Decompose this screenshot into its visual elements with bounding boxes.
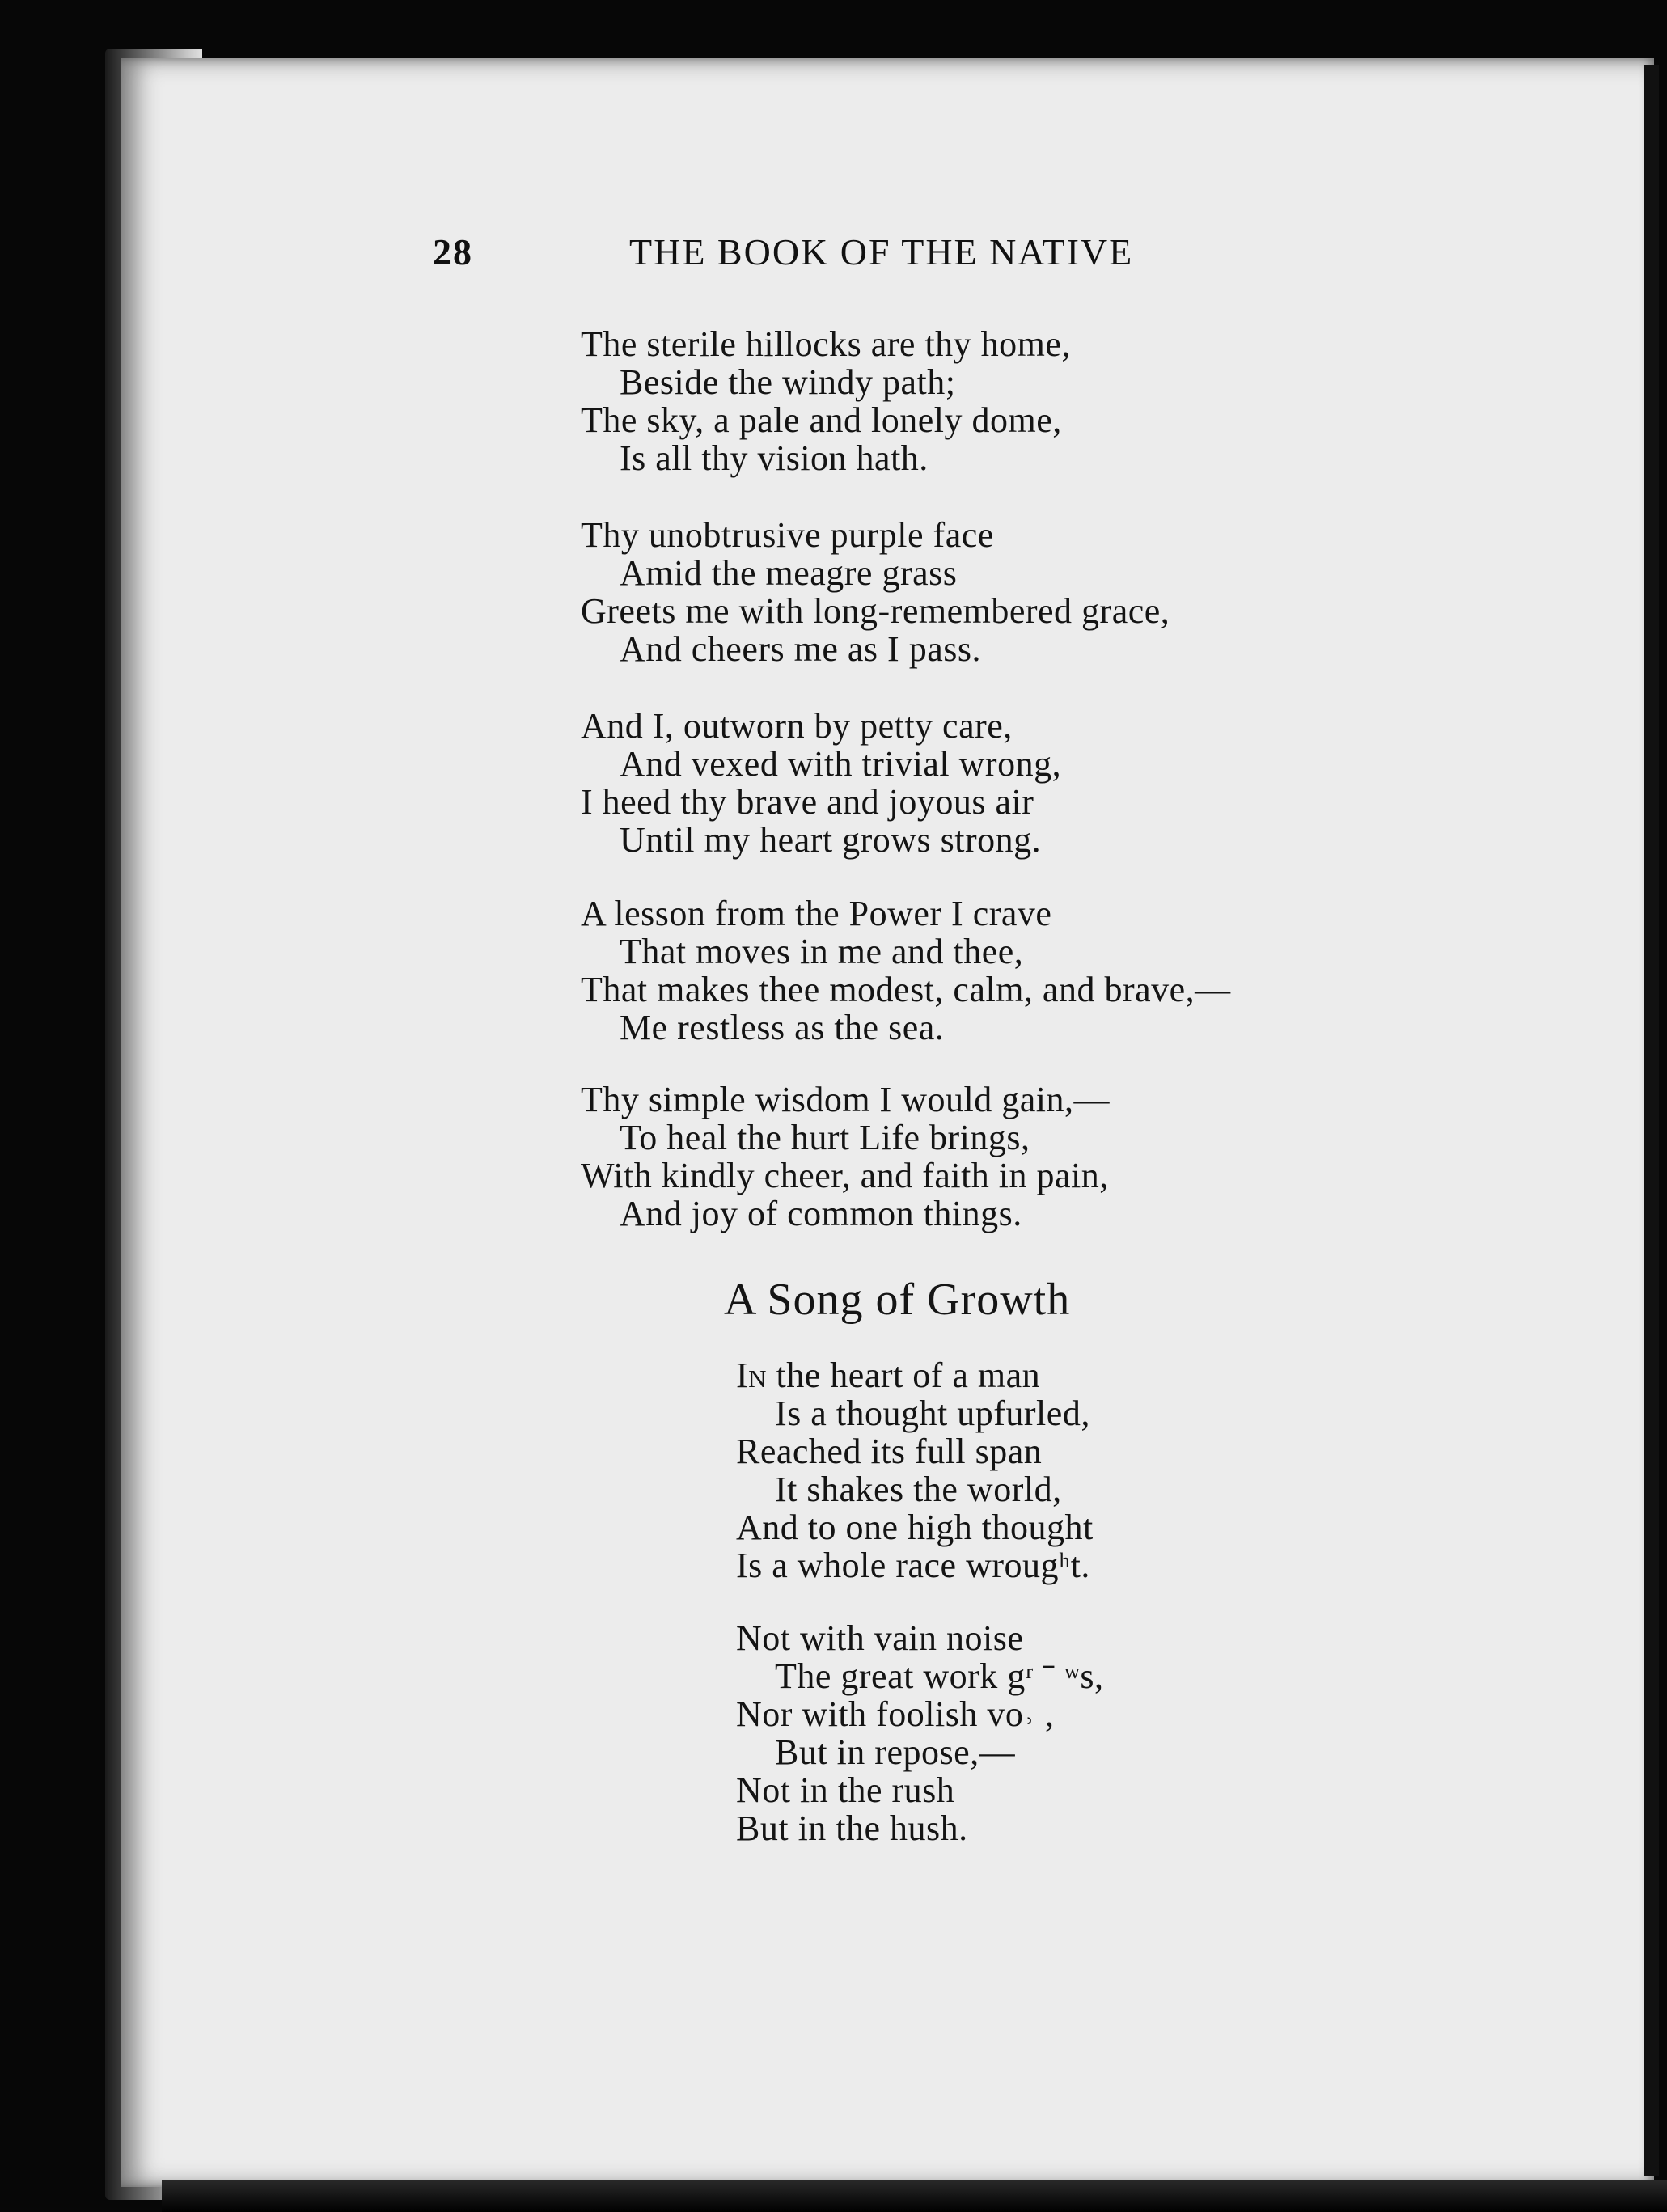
- poem-line: Beside the windy path;: [620, 362, 956, 402]
- poem-line: And I, outworn by petty care,: [581, 706, 1013, 746]
- poem-line: But in repose,—: [775, 1732, 1016, 1772]
- poem-line: Not with vain noise: [736, 1618, 1024, 1658]
- poem-line: Is a thought upfurled,: [775, 1394, 1090, 1433]
- poem-line: Is a whole race wrougʰt.: [736, 1546, 1090, 1585]
- poem-line: The sterile hillocks are thy home,: [581, 324, 1071, 364]
- page-bottom-edge: [162, 2180, 1667, 2212]
- poem-line: Me restless as the sea.: [620, 1008, 945, 1047]
- poem-line: Amid the meagre grass: [620, 553, 958, 593]
- poem-line: The sky, a pale and lonely dome,: [581, 400, 1062, 440]
- poem-line: Not in the rush: [736, 1770, 955, 1810]
- poem-line: Reached its full span: [736, 1432, 1043, 1471]
- poem-line: That moves in me and thee,: [620, 932, 1024, 971]
- poem-line: The great work gʳ ˉ ʷs,: [775, 1656, 1104, 1696]
- poem-line: Is all thy vision hath.: [620, 438, 929, 478]
- poem-line: And joy of common things.: [620, 1194, 1022, 1233]
- page-header: [0, 231, 1667, 279]
- poem-line: It shakes the world,: [775, 1470, 1062, 1509]
- poem-line: Until my heart grows strong.: [620, 820, 1042, 860]
- drop-word: In: [736, 1356, 768, 1395]
- page-number: 28: [433, 231, 473, 273]
- poem-line: But in the hush.: [736, 1808, 968, 1848]
- poem-line: To heal the hurt Life brings,: [620, 1118, 1030, 1157]
- poem-line: With kindly cheer, and faith in pain,: [581, 1156, 1109, 1195]
- poem-line: Thy simple wisdom I would gain,—: [581, 1080, 1110, 1119]
- song-title: A Song of Growth: [724, 1275, 1071, 1325]
- poem-line: Nor with foolish vo˒ ,: [736, 1694, 1055, 1734]
- poem-line-rest: the heart of a man: [767, 1356, 1041, 1395]
- page-right-edge: [1644, 65, 1659, 2176]
- poem-line: And to one high thought: [736, 1508, 1094, 1547]
- poem-line: And cheers me as I pass.: [620, 629, 981, 669]
- poem-line: That makes thee modest, calm, and brave,—: [581, 970, 1231, 1009]
- poem-line: [736, 1355, 1040, 1396]
- poem-line: A lesson from the Power I crave: [581, 894, 1052, 933]
- poem-line: Thy unobtrusive purple face: [581, 515, 994, 555]
- running-title: THE BOOK OF THE NATIVE: [629, 231, 1134, 273]
- poem-line: Greets me with long-remembered grace,: [581, 591, 1170, 631]
- poem-line: And vexed with trivial wrong,: [620, 744, 1062, 784]
- poem-line: I heed thy brave and joyous air: [581, 782, 1034, 822]
